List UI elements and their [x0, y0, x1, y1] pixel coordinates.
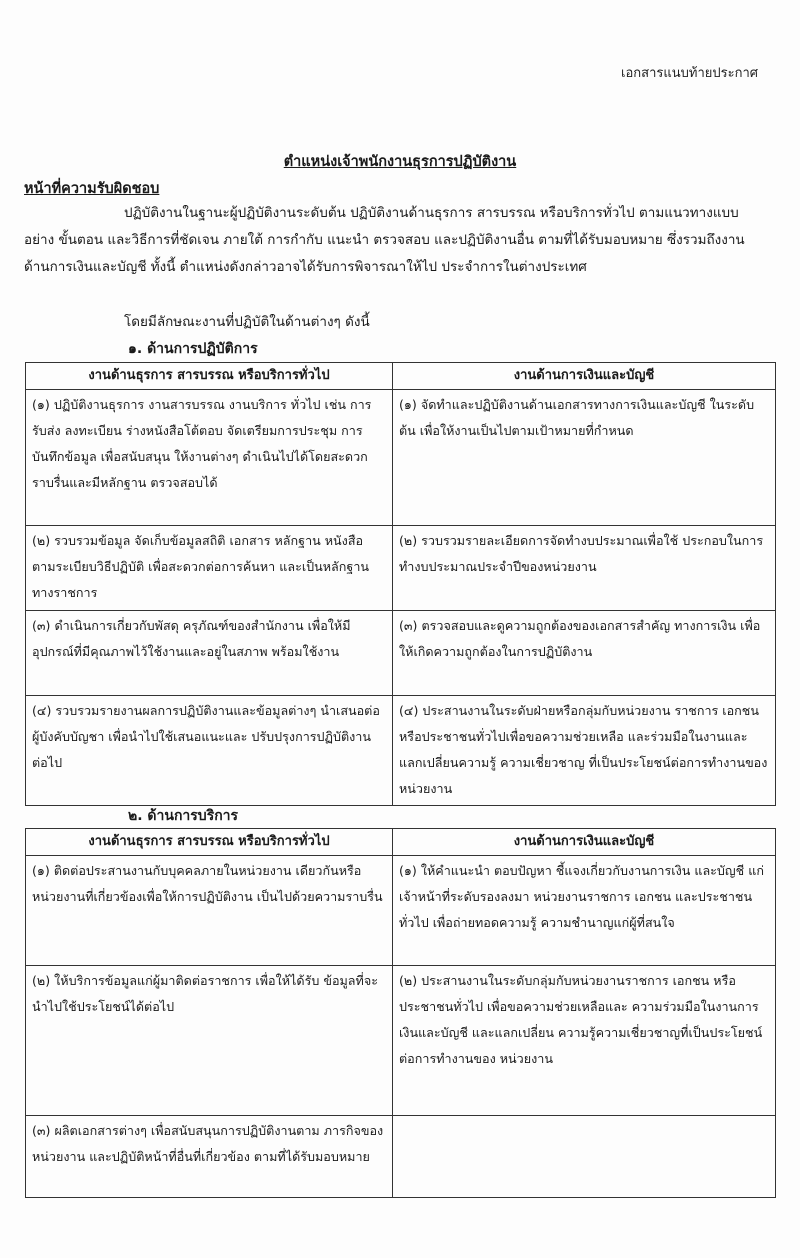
- table-cell-admin: (๑) ติดต่อประสานงานกับบุคคลภายในหน่วยงาน เดียวกันหรือหน่วยงานที่เกี่ยวข้องเพื่อให้การปฏิบัติงาน เป็นไปด้วยความราบรื่น: [26, 856, 393, 966]
- table-cell-finance: [393, 1116, 776, 1198]
- table-row: [26, 390, 776, 526]
- table-cell-finance: (๒) ประสานงานในระดับกลุ่มกับหน่วยงานราชการ เอกชน หรือประชาชนทั่วไป เพื่อขอความช่วยเหลือและ ความร่วมมือในงานการเงินและบัญชี และแลกเปลี่ยน ความรู้ความเชี่ยวชาญที่เป็นประโยชน์ต่อการทำงานของ หน่วยงาน: [393, 966, 776, 1116]
- lead-in-text: โดยมีลักษณะงานที่ปฏิบัติในด้านต่างๆ ดังนี้: [124, 314, 370, 330]
- table-row: [26, 856, 776, 966]
- intro-text: ปฏิบัติงานในฐานะผู้ปฏิบัติงานระดับต้น ปฏิบัติงานด้านธุรการ สารบรรณ หรือบริการทั่วไป ตามแนวทางแบบอย่าง ขั้นตอน และวิธีการที่ชัดเจน ภายใต้ การกำกับ แนะนำ ตรวจสอบ และปฏิบัติงานอื่น ตามที่ได้รับมอบหมาย ซึ่งรวมถึงงานด้านการเงินและบัญชี ทั้งนี้ ตำแหน่งดังกล่าวอาจได้รับการพิจารณาให้ไป ประจำการในต่างประเทศ: [24, 205, 745, 275]
- table-header-row: [26, 829, 776, 856]
- duties-heading: หน้าที่ความรับผิดชอบ: [24, 181, 160, 197]
- table-cell-finance: (๑) จัดทำและปฏิบัติงานด้านเอกสารทางการเงินและบัญชี ในระดับต้น เพื่อให้งานเป็นไปตามเป้าหมายที่กำหนด: [393, 390, 776, 526]
- table-cell-finance: (๑) ให้คำแนะนำ ตอบปัญหา ชี้แจงเกี่ยวกับงานการเงิน และบัญชี แก่เจ้าหน้าที่ระดับรองลงมา หน่วยงานราชการ เอกชน และประชาชนทั่วไป เพื่อถ่ายทอดความรู้ ความชำนาญแก่ผู้ที่สนใจ: [393, 856, 776, 966]
- services-table: [25, 828, 776, 1198]
- column-header-finance: งานด้านการเงินและบัญชี: [393, 829, 776, 856]
- column-header-finance: งานด้านการเงินและบัญชี: [393, 363, 776, 390]
- document-title: ตำแหน่งเจ้าพนักงานธุรการปฏิบัติงาน: [283, 154, 517, 170]
- table-cell-admin: (๒) รวบรวมข้อมูล จัดเก็บข้อมูลสถิติ เอกสาร หลักฐาน หนังสือ ตามระเบียบวิธีปฏิบัติ เพื่อสะดวกต่อการค้นหา และเป็นหลักฐานทางราชการ: [26, 526, 393, 611]
- table-cell-finance: (๔) ประสานงานในระดับฝ่ายหรือกลุ่มกับหน่วยงาน ราชการ เอกชน หรือประชาชนทั่วไปเพื่อขอความช่วยเหลือ และร่วมมือในงานและแลกเปลี่ยนความรู้ ความเชี่ยวชาญ ที่เป็นประโยชน์ต่อการทำงานของหน่วยงาน: [393, 696, 776, 806]
- section-heading-operations: ๑. ด้านการปฏิบัติการ: [128, 341, 258, 357]
- table-cell-admin: (๑) ปฏิบัติงานธุรการ งานสารบรรณ งานบริการ ทั่วไป เช่น การรับส่ง ลงทะเบียน ร่างหนังสือโต้ตอบ จัดเตรียมการประชุม การบันทึกข้อมูล เพื่อสนับสนุน ให้งานต่างๆ ดำเนินไปได้โดยสะดวกราบรื่นและมีหลักฐาน ตรวจสอบได้: [26, 390, 393, 526]
- table-row: [26, 966, 776, 1116]
- annex-label: เอกสารแนบท้ายประกาศ: [621, 66, 758, 81]
- column-header-admin: งานด้านธุรการ สารบรรณ หรือบริการทั่วไป: [26, 829, 393, 856]
- column-header-admin: งานด้านธุรการ สารบรรณ หรือบริการทั่วไป: [26, 363, 393, 390]
- table-cell-admin: (๓) ผลิตเอกสารต่างๆ เพื่อสนับสนุนการปฏิบัติงานตาม ภารกิจของหน่วยงาน และปฏิบัติหน้าที่อื่นที่เกี่ยวข้อง ตามที่ได้รับมอบหมาย: [26, 1116, 393, 1198]
- table-row: [26, 611, 776, 696]
- table-cell-admin: (๔) รวบรวมรายงานผลการปฏิบัติงานและข้อมูลต่างๆ นำเสนอต่อผู้บังคับบัญชา เพื่อนำไปใช้เสนอแนะและ ปรับปรุงการปฏิบัติงานต่อไป: [26, 696, 393, 806]
- intro-paragraph: [24, 200, 764, 281]
- table-cell-finance: (๓) ตรวจสอบและดูความถูกต้องของเอกสารสำคัญ ทางการเงิน เพื่อให้เกิดความถูกต้องในการปฏิบัติงาน: [393, 611, 776, 696]
- operations-table: [25, 362, 776, 806]
- table-header-row: [26, 363, 776, 390]
- table-cell-admin: (๒) ให้บริการข้อมูลแก่ผู้มาติดต่อราชการ เพื่อให้ได้รับ ข้อมูลที่จะนำไปใช้ประโยชน์ได้ต่อไป: [26, 966, 393, 1116]
- table-row: [26, 696, 776, 806]
- table-cell-finance: (๒) รวบรวมรายละเอียดการจัดทำงบประมาณเพื่อใช้ ประกอบในการทำงบประมาณประจำปีของหน่วยงาน: [393, 526, 776, 611]
- table-cell-admin: (๓) ดำเนินการเกี่ยวกับพัสดุ ครุภัณฑ์ของสำนักงาน เพื่อให้มีอุปกรณ์ที่มีคุณภาพไว้ใช้งานและอยู่ในสภาพ พร้อมใช้งาน: [26, 611, 393, 696]
- table-row: [26, 1116, 776, 1198]
- table-row: [26, 526, 776, 611]
- section-heading-services: ๒. ด้านการบริการ: [128, 808, 239, 824]
